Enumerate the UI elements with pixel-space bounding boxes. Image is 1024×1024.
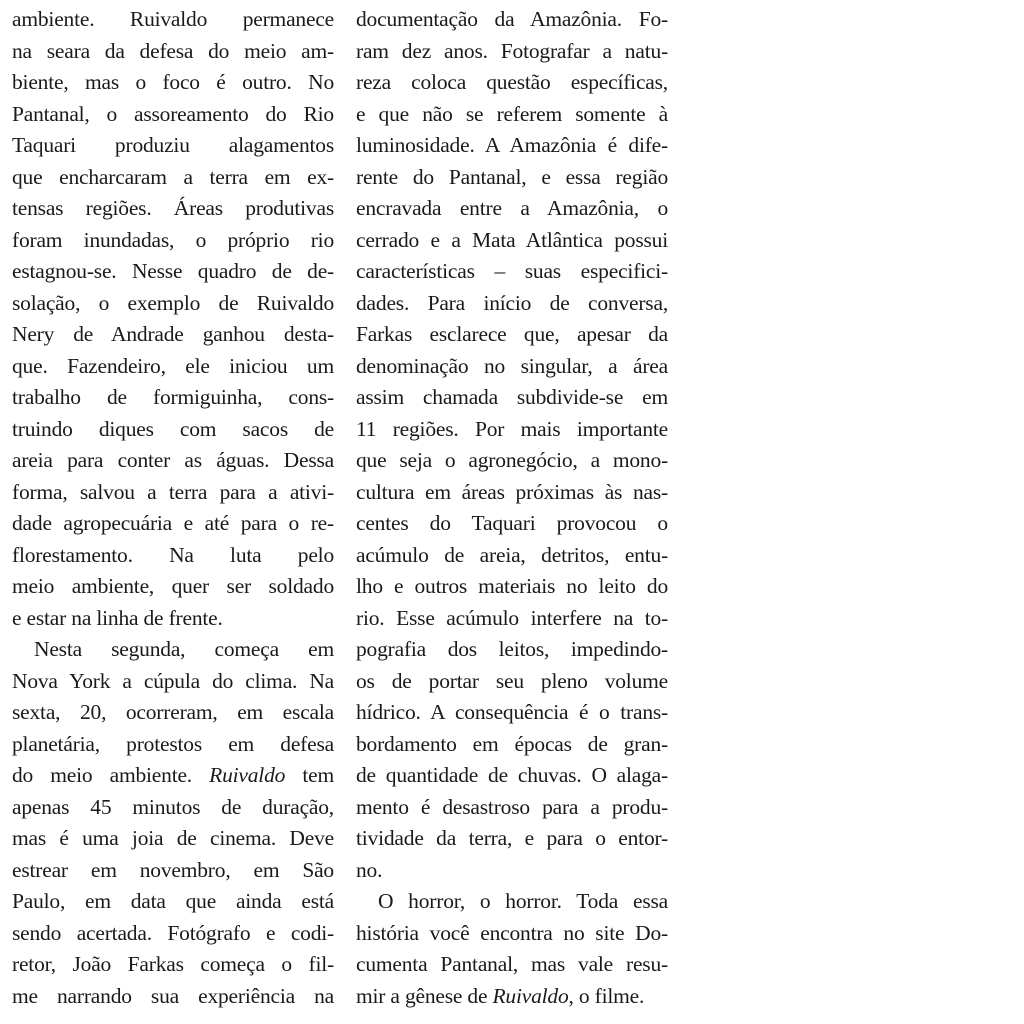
text-line: mas é uma joia de cinema. Deve bbox=[12, 826, 334, 850]
text-line: 11 regiões. Por mais importante bbox=[356, 416, 668, 441]
text-line: meio ambiente, quer ser soldado bbox=[12, 574, 334, 598]
text-line: florestamento. Na luta pelo bbox=[12, 542, 334, 567]
text-line: cultura em áreas próximas às nas- bbox=[356, 479, 668, 504]
text-line: rente do Pantanal, e essa região bbox=[356, 164, 668, 189]
text-line: centes do Taquari provocou o bbox=[356, 511, 668, 535]
text-line: Nery de Andrade ganhou desta- bbox=[12, 322, 334, 346]
text-line: hídrico. A consequência é o trans- bbox=[356, 700, 668, 724]
text-line: areia para conter as águas. Dessa bbox=[12, 448, 334, 472]
text-line: características – suas especifici- bbox=[356, 259, 668, 283]
text-line: solação, o exemplo de Ruivaldo bbox=[12, 290, 334, 315]
text-line: história você encontra no site Do- bbox=[356, 920, 668, 945]
text-line: dade agropecuária e até para o re- bbox=[12, 511, 334, 535]
text-line: no. bbox=[356, 857, 383, 882]
text-line: tividade da terra, e para o entor- bbox=[356, 826, 668, 850]
text-line: forma, salvou a terra para a ativi- bbox=[12, 479, 334, 504]
text-line: Paulo, em data que ainda está bbox=[12, 889, 334, 913]
text-line: foram inundadas, o próprio rio bbox=[12, 227, 334, 252]
text-line: estrear em novembro, em São bbox=[12, 857, 334, 882]
text-line: documentação da Amazônia. Fo- bbox=[356, 7, 668, 31]
text-line: Farkas esclarece que, apesar da bbox=[356, 322, 668, 346]
text-line: ambiente. Ruivaldo permanece bbox=[12, 7, 334, 31]
text-line: Nova York a cúpula do clima. Na bbox=[12, 668, 334, 693]
text-line: biente, mas o foco é outro. No bbox=[12, 70, 334, 94]
text-line: cerrado e a Mata Atlântica possui bbox=[356, 227, 668, 252]
text-line: acúmulo de areia, detritos, entu- bbox=[356, 542, 668, 567]
text-line: estagnou-se. Nesse quadro de de- bbox=[12, 259, 334, 283]
text-line: ram dez anos. Fotografar a natu- bbox=[356, 38, 668, 63]
text-line: Pantanal, o assoreamento do Rio bbox=[12, 101, 334, 126]
text-line: Taquari produziu alagamentos bbox=[12, 133, 334, 157]
text-line: mento é desastroso para a produ- bbox=[356, 794, 668, 819]
text-line: apenas 45 minutos de duração, bbox=[12, 794, 334, 819]
film-title-italic: Ruivaldo bbox=[209, 763, 286, 787]
text-segment: mir a gênese de bbox=[356, 983, 493, 1008]
text-line: planetária, protestos em defesa bbox=[12, 731, 334, 756]
text-line: Nesta segunda, começa em bbox=[34, 637, 334, 661]
text-segment: tem bbox=[285, 763, 334, 787]
article-column-right bbox=[356, 4, 668, 1012]
text-line: que. Fazendeiro, ele iniciou um bbox=[12, 353, 334, 378]
text-line bbox=[12, 760, 334, 792]
text-line: que seja o agronegócio, a mono- bbox=[356, 448, 668, 472]
text-line: tensas regiões. Áreas produtivas bbox=[12, 196, 334, 220]
text-line: O horror, o horror. Toda essa bbox=[378, 889, 668, 913]
text-segment: , o filme. bbox=[568, 983, 645, 1008]
text-line: assim chamada subdivide-se em bbox=[356, 385, 668, 409]
film-title-italic: Ruivaldo bbox=[492, 983, 569, 1008]
text-line: sexta, 20, ocorreram, em escala bbox=[12, 700, 334, 724]
text-line: na seara da defesa do meio am- bbox=[12, 38, 334, 63]
text-line: e estar na linha de frente. bbox=[12, 605, 223, 630]
text-line: trabalho de formiguinha, cons- bbox=[12, 385, 334, 409]
text-line: luminosidade. A Amazônia é dife- bbox=[356, 133, 668, 157]
text-line: rio. Esse acúmulo interfere na to- bbox=[356, 605, 668, 630]
text-line: bordamento em épocas de gran- bbox=[356, 731, 668, 756]
text-line: encravada entre a Amazônia, o bbox=[356, 196, 668, 220]
text-line: os de portar seu pleno volume bbox=[356, 668, 668, 693]
text-line: truindo diques com sacos de bbox=[12, 416, 334, 441]
text-line: e que não se referem somente à bbox=[356, 101, 668, 126]
text-line: cumenta Pantanal, mas vale resu- bbox=[356, 952, 668, 976]
text-segment: do meio ambiente. bbox=[12, 763, 210, 787]
text-line: denominação no singular, a área bbox=[356, 353, 668, 378]
text-line: que encharcaram a terra em ex- bbox=[12, 164, 334, 189]
text-line: lho e outros materiais no leito do bbox=[356, 574, 668, 598]
text-line: de quantidade de chuvas. O alaga- bbox=[356, 763, 668, 787]
text-line: dades. Para início de conversa, bbox=[356, 290, 668, 315]
text-line: pografia dos leitos, impedindo- bbox=[356, 637, 668, 661]
text-line: reza coloca questão específicas, bbox=[356, 70, 668, 94]
text-line: sendo acertada. Fotógrafo e codi- bbox=[12, 920, 334, 945]
text-line bbox=[356, 981, 668, 1013]
article-column-left bbox=[12, 4, 334, 1012]
text-line: me narrando sua experiência na bbox=[12, 983, 334, 1008]
text-line: retor, João Farkas começa o fil- bbox=[12, 952, 334, 976]
